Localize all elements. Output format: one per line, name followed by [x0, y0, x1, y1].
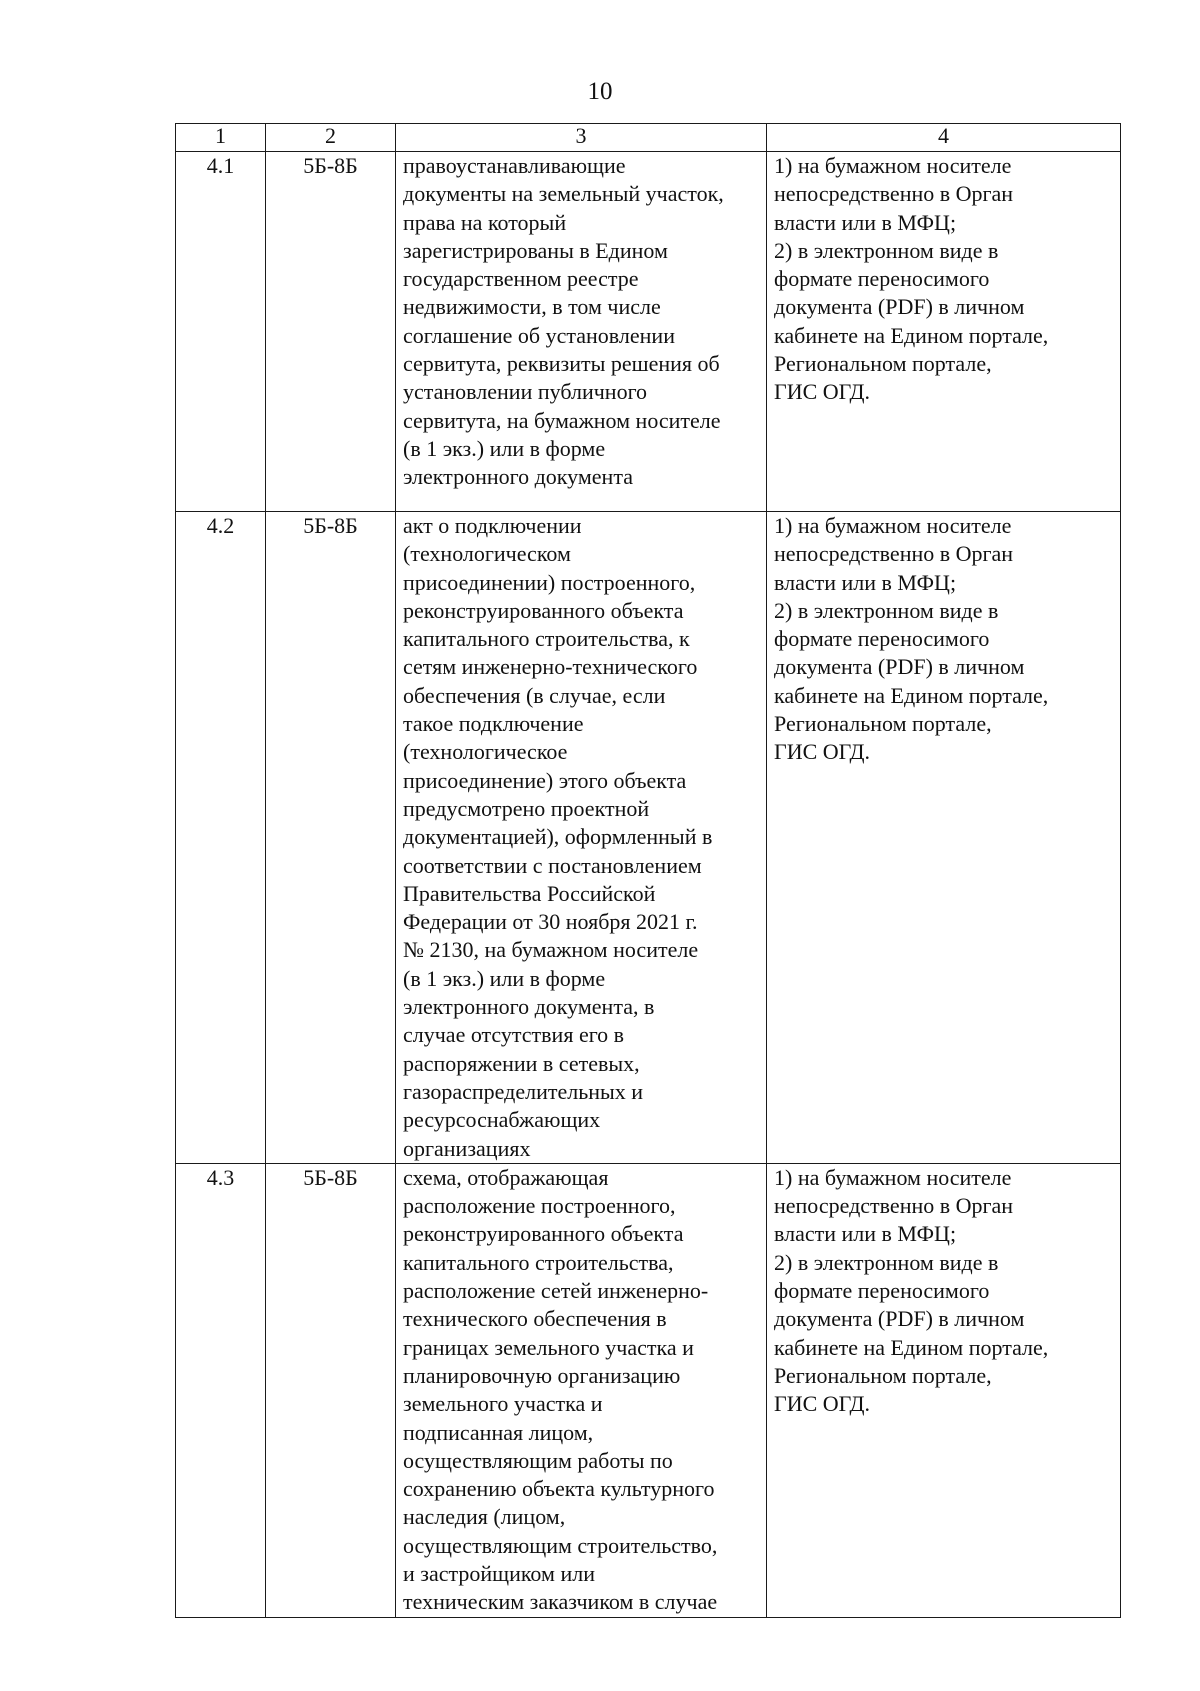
method-line: 2) в электронном виде в	[774, 1249, 999, 1275]
description-line: границах земельного участка и	[403, 1334, 694, 1360]
description-line: распоряжении в сетевых,	[403, 1050, 640, 1076]
description-line: расположение сетей инженерно-	[403, 1278, 709, 1304]
row-code: 5Б-8Б	[266, 152, 396, 512]
row-number: 4.1	[176, 152, 266, 512]
description-line: (технологическое	[403, 739, 568, 765]
description-line: схема, отображающая	[403, 1164, 609, 1190]
description-line: обеспечения (в случае, если	[403, 682, 666, 708]
description-line: реконструированного объекта	[403, 597, 684, 623]
description-line: присоединении) построенного,	[403, 569, 696, 595]
description-line: технического обеспечения в	[403, 1306, 667, 1332]
table-row	[176, 152, 1121, 512]
description-line: капитального строительства,	[403, 1249, 674, 1275]
document-description	[396, 152, 767, 512]
description-line: соответствии с постановлением	[403, 852, 702, 878]
description-line: капитального строительства, к	[403, 626, 690, 652]
description-line: установлении публичного	[403, 379, 648, 405]
description-line: случае отсутствия его в	[403, 1022, 625, 1048]
row-number: 4.2	[176, 512, 266, 1164]
description-line: подписанная лицом,	[403, 1419, 594, 1445]
method-line: Региональном портале,	[774, 711, 992, 737]
row-code: 5Б-8Б	[266, 512, 396, 1164]
description-line: сохранению объекта культурного	[403, 1476, 715, 1502]
method-line: ГИС ОГД.	[774, 739, 870, 765]
submission-method	[767, 152, 1121, 512]
column-header-1: 1	[176, 124, 266, 152]
document-table	[175, 123, 1121, 1618]
description-line: такое подключение	[403, 711, 584, 737]
description-line: акт о подключении	[403, 513, 582, 538]
description-line: наследия (лицом,	[403, 1504, 566, 1530]
method-line: формате переносимого	[774, 626, 990, 652]
method-line: 2) в электронном виде в	[774, 597, 999, 623]
method-line: кабинете на Едином портале,	[774, 682, 1049, 708]
description-line: сервитута, на бумажном носителе	[403, 407, 721, 433]
method-line: непосредственно в Орган	[774, 1193, 1014, 1219]
method-line: власти или в МФЦ;	[774, 209, 957, 235]
document-description	[396, 1163, 767, 1617]
description-line: документы на земельный участок,	[403, 181, 724, 207]
method-line: 1) на бумажном носителе	[774, 153, 1012, 178]
description-line: (в 1 экз.) или в форме	[403, 435, 606, 461]
method-line: Региональном портале,	[774, 1362, 992, 1388]
method-line: документа (PDF) в личном	[774, 654, 1025, 680]
description-line: Правительства Российской	[403, 880, 656, 906]
description-line: (технологическом	[403, 541, 571, 567]
page-number: 10	[587, 78, 613, 105]
method-line: кабинете на Едином портале,	[774, 1334, 1049, 1360]
description-line: осуществляющим работы по	[403, 1447, 673, 1473]
description-line: электронного документа	[403, 464, 633, 490]
description-line: Федерации от 30 ноября 2021 г.	[403, 909, 698, 935]
description-line: присоединение) этого объекта	[403, 767, 687, 793]
column-header-2: 2	[266, 124, 396, 152]
description-line: № 2130, на бумажном носителе	[403, 937, 699, 963]
description-line: осуществляющим строительство,	[403, 1532, 718, 1558]
method-line: непосредственно в Орган	[774, 541, 1014, 567]
description-line: (в 1 экз.) или в форме	[403, 965, 606, 991]
column-header-4: 4	[767, 124, 1121, 152]
description-line: электронного документа, в	[403, 994, 655, 1020]
description-line: соглашение об установлении	[403, 322, 675, 348]
submission-method	[767, 1163, 1121, 1617]
description-line: земельного участка и	[403, 1391, 603, 1417]
column-header-3: 3	[396, 124, 767, 152]
description-line: расположение построенного,	[403, 1193, 676, 1219]
description-line: техническим заказчиком в случае	[403, 1589, 718, 1615]
method-line: власти или в МФЦ;	[774, 569, 957, 595]
method-line: документа (PDF) в личном	[774, 1306, 1025, 1332]
row-code: 5Б-8Б	[266, 1163, 396, 1617]
description-line: недвижимости, в том числе	[403, 294, 661, 320]
description-line: зарегистрированы в Едином	[403, 237, 668, 263]
description-line: сервитута, реквизиты решения об	[403, 351, 720, 377]
method-line: власти или в МФЦ;	[774, 1221, 957, 1247]
method-line: Региональном портале,	[774, 351, 992, 377]
description-line: права на который	[403, 209, 567, 235]
method-line: формате переносимого	[774, 266, 990, 292]
method-line: 1) на бумажном носителе	[774, 513, 1012, 538]
method-line: формате переносимого	[774, 1278, 990, 1304]
table-header-row	[176, 124, 1121, 152]
method-line: кабинете на Едином портале,	[774, 322, 1049, 348]
description-line: газораспределительных и	[403, 1078, 644, 1104]
document-description	[396, 512, 767, 1164]
method-line: ГИС ОГД.	[774, 1391, 870, 1417]
description-line: правоустанавливающие	[403, 153, 626, 178]
description-line: организациях	[403, 1135, 531, 1161]
table-row	[176, 512, 1121, 1164]
description-line: документацией), оформленный в	[403, 824, 713, 850]
description-line: государственном реестре	[403, 266, 639, 292]
method-line: документа (PDF) в личном	[774, 294, 1025, 320]
method-line: ГИС ОГД.	[774, 379, 870, 405]
method-line: 2) в электронном виде в	[774, 237, 999, 263]
description-line: реконструированного объекта	[403, 1221, 684, 1247]
method-line: непосредственно в Орган	[774, 181, 1014, 207]
description-line: и застройщиком или	[403, 1560, 595, 1586]
method-line: 1) на бумажном носителе	[774, 1164, 1012, 1190]
submission-method	[767, 512, 1121, 1164]
row-number: 4.3	[176, 1163, 266, 1617]
description-line: ресурсоснабжающих	[403, 1107, 601, 1133]
table-row	[176, 1163, 1121, 1617]
description-line: предусмотрено проектной	[403, 795, 650, 821]
description-line: планировочную организацию	[403, 1362, 681, 1388]
description-line: сетям инженерно-технического	[403, 654, 698, 680]
